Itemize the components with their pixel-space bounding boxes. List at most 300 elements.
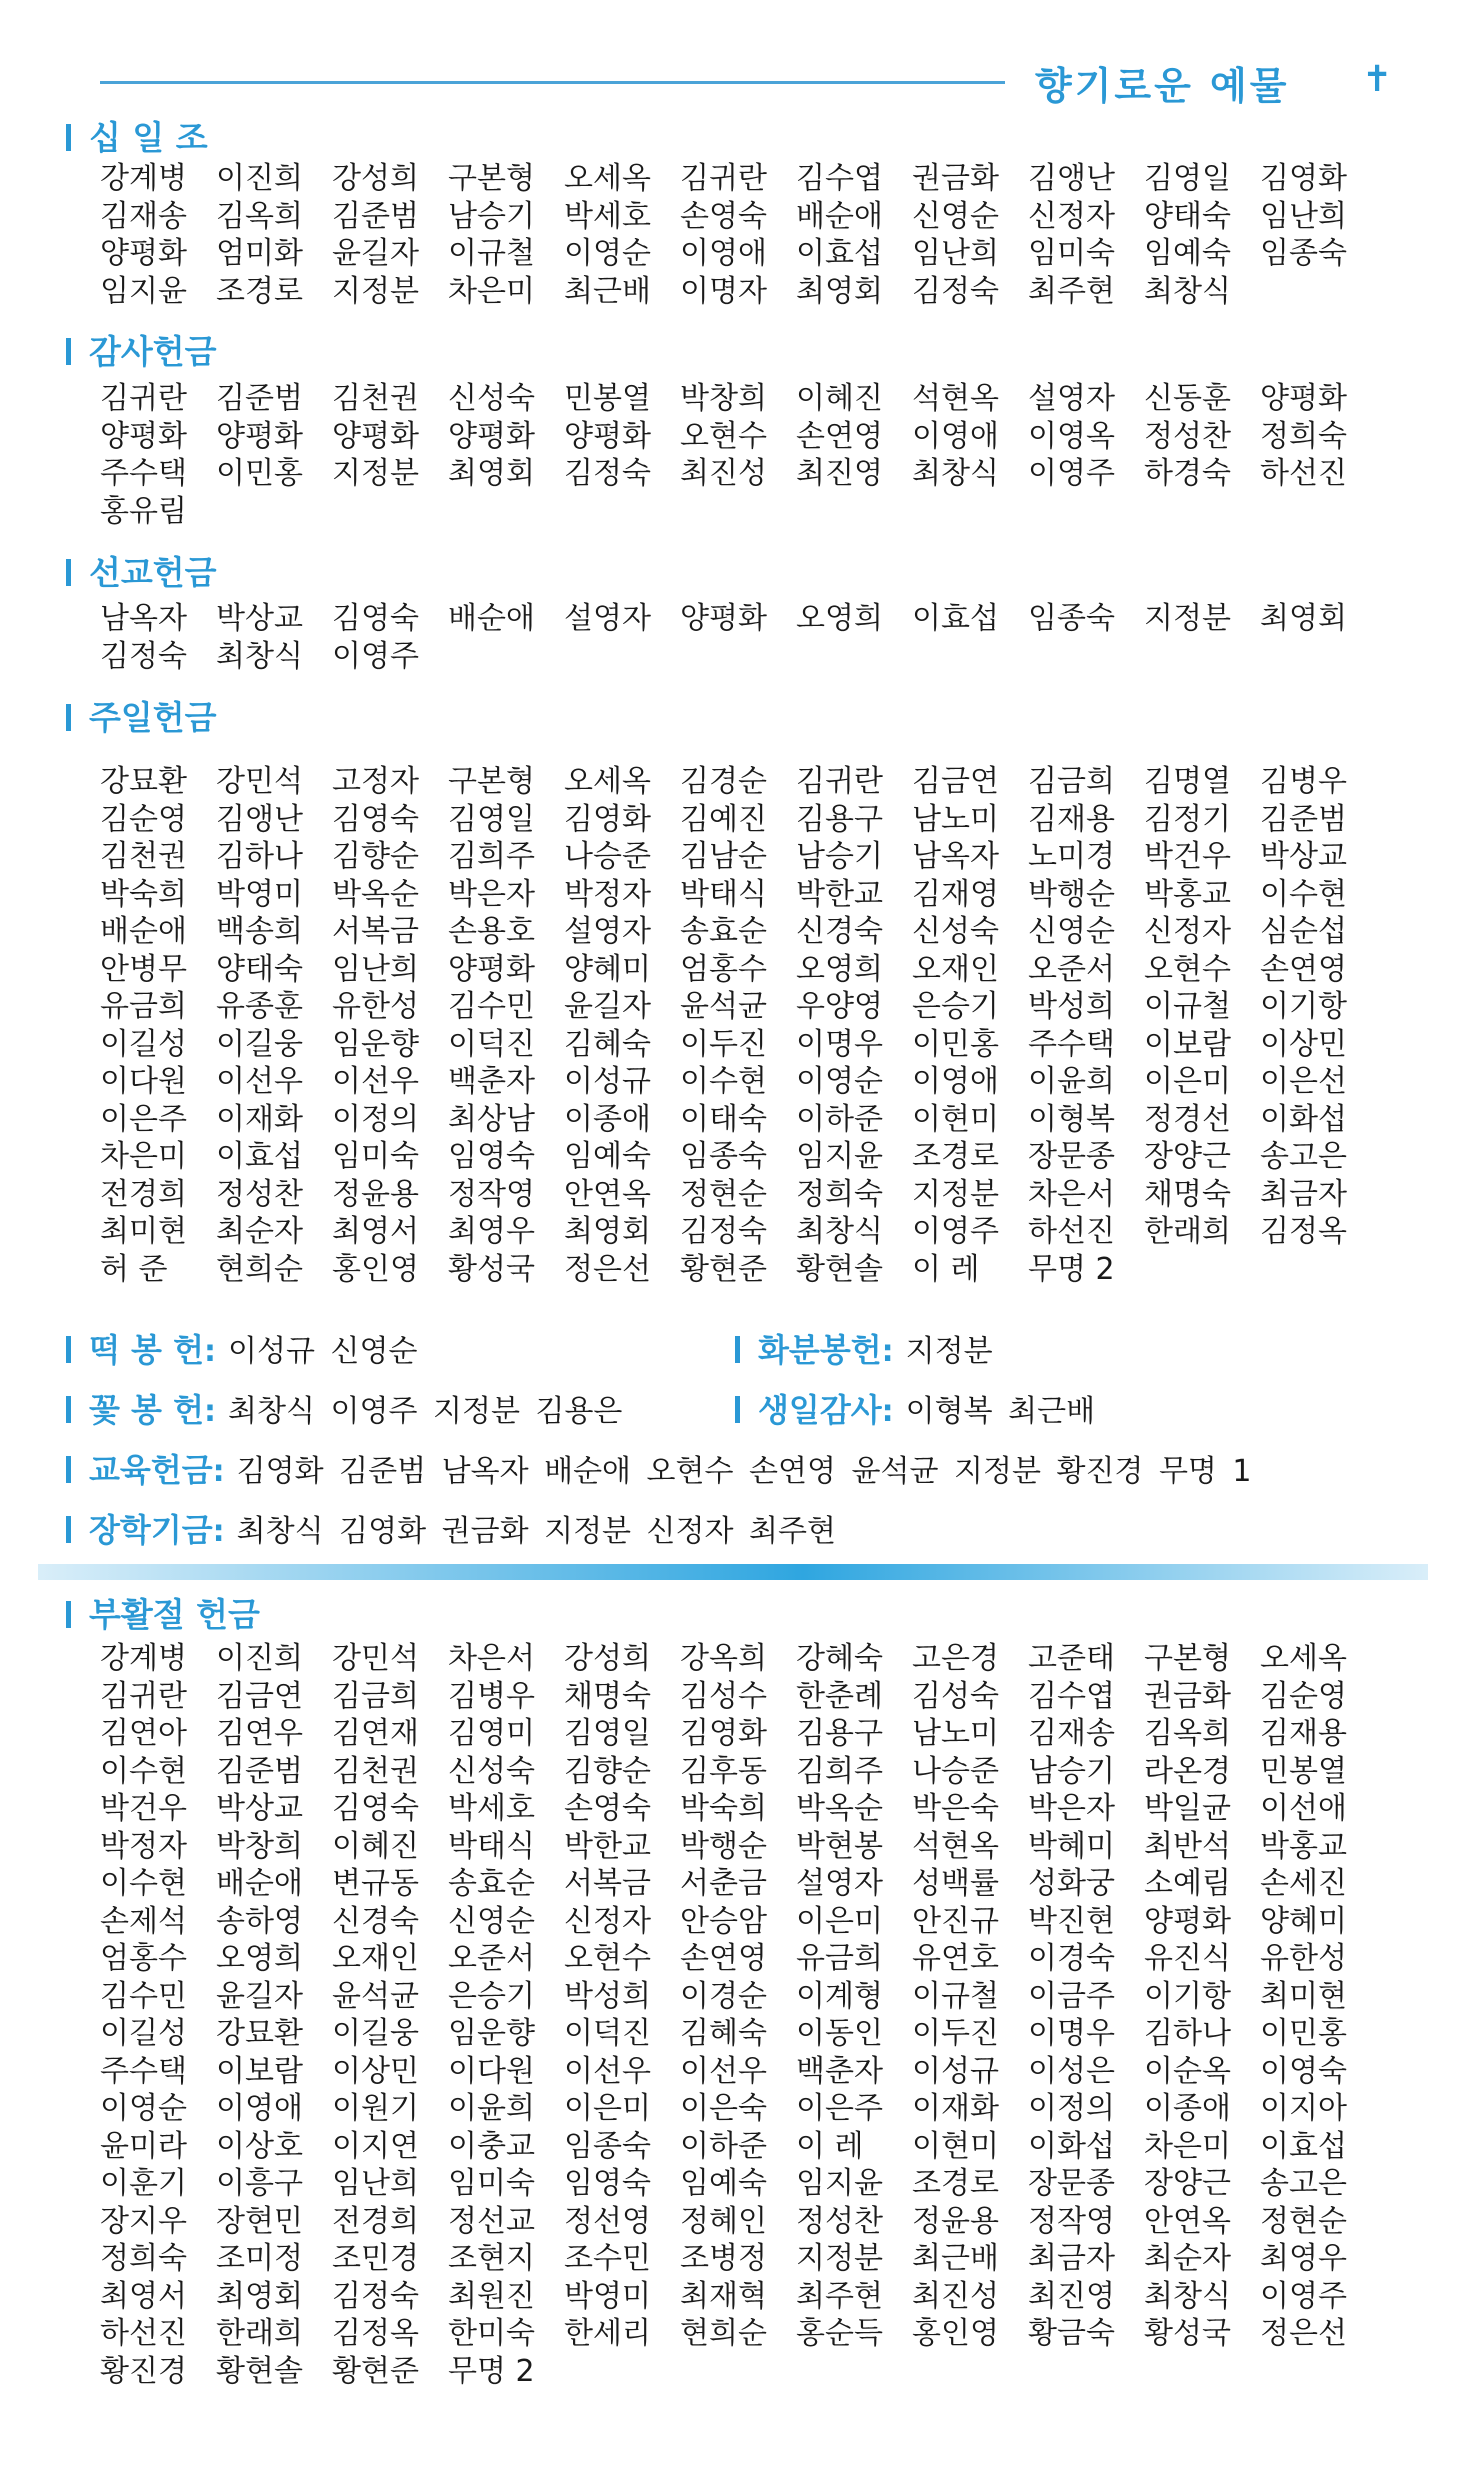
name-entry: 김영화 xyxy=(564,801,651,837)
name-entry: 이성규 xyxy=(564,1064,651,1099)
name-entry: 최창식 xyxy=(216,638,303,674)
name-entry: 이은주 xyxy=(796,2091,883,2126)
name-entry: 안연옥 xyxy=(1144,2203,1231,2239)
name-entry: 황현준 xyxy=(680,1251,767,1287)
name-entry: 강성희 xyxy=(332,161,419,196)
name-entry: 김금연 xyxy=(912,764,999,799)
name-entry: 김천권 xyxy=(332,1753,419,1789)
name-entry: 이지연 xyxy=(332,2128,419,2164)
name-entry: 임미숙 xyxy=(332,1139,419,1174)
section-title-tithe: 십 일 조 xyxy=(66,118,208,158)
name-entry: 이흥구 xyxy=(216,2166,303,2201)
name-entry: 최영회 xyxy=(448,456,535,491)
name-entry: 이윤희 xyxy=(1028,1064,1115,1099)
name-entry: 변규동 xyxy=(332,1866,419,1901)
name-entry: 이경숙 xyxy=(1028,1941,1115,1976)
name-entry: 임운향 xyxy=(448,2016,535,2051)
name-entry: 한래희 xyxy=(216,2316,303,2351)
name-entry: 이규철 xyxy=(912,1978,999,2014)
name-entry: 최진성 xyxy=(912,2278,999,2314)
section-bar xyxy=(66,1601,71,1628)
name-entry: 박은자 xyxy=(448,876,535,912)
name-entry: 홍순득 xyxy=(796,2316,883,2351)
name-entry: 오재인 xyxy=(332,1941,419,1976)
name-entry: 강성희 xyxy=(564,1641,651,1676)
name-entry: 남노미 xyxy=(912,1716,999,1751)
name-entry: 박진현 xyxy=(1028,1903,1115,1939)
name-entry: 엄홍수 xyxy=(100,1941,187,1976)
name-entry: 김앵난 xyxy=(216,801,303,837)
name-entry: 정은선 xyxy=(1260,2316,1347,2351)
name-entry: 이 레 xyxy=(912,1251,980,1287)
name-entry: 이덕진 xyxy=(564,2016,651,2051)
name-entry: 박옥순 xyxy=(796,1791,883,1826)
sunday-names xyxy=(100,763,1390,1288)
name-entry: 양평화 xyxy=(332,418,419,454)
name-entry: 박한교 xyxy=(564,1828,651,1864)
name-entry: 박한교 xyxy=(796,876,883,912)
name-entry: 김정숙 xyxy=(332,2278,419,2314)
name-entry: 손세진 xyxy=(1260,1866,1347,1901)
name-entry: 오재인 xyxy=(912,951,999,987)
name-entry: 민봉열 xyxy=(1260,1753,1347,1789)
section-title-thanks: 감사헌금 xyxy=(66,332,217,372)
name-entry: 이길성 xyxy=(100,2016,187,2051)
section-title-easter: 부활절 헌금 xyxy=(66,1595,260,1635)
name-entry: 장양근 xyxy=(1144,2166,1231,2201)
name-entry: 임지윤 xyxy=(100,273,187,309)
name-entry: 박창희 xyxy=(216,1828,303,1864)
name-entry: 오세옥 xyxy=(564,764,651,799)
name-entry: 최상남 xyxy=(448,1101,535,1137)
name-entry: 신성숙 xyxy=(912,914,999,949)
name-entry: 박옥순 xyxy=(332,876,419,912)
name-entry: 김귀란 xyxy=(680,161,767,196)
name-entry: 은승기 xyxy=(448,1978,535,2014)
name-entry: 박세호 xyxy=(564,198,651,234)
name-entry: 양태숙 xyxy=(216,951,303,987)
name-entry: 양평화 xyxy=(448,951,535,987)
name-entry: 임운향 xyxy=(332,1026,419,1062)
name-entry: 성백률 xyxy=(912,1866,999,1901)
name-entry: 김향순 xyxy=(332,839,419,874)
name-entry: 유연호 xyxy=(912,1941,999,1976)
name-entry: 양혜미 xyxy=(1260,1903,1347,1939)
name-entry: 최진성 xyxy=(680,456,767,491)
name-entry: 엄홍수 xyxy=(680,951,767,987)
name-entry: 백송희 xyxy=(216,914,303,949)
name-entry: 지정분 xyxy=(912,1176,999,1212)
name-entry: 김정숙 xyxy=(680,1214,767,1249)
name-entry: 유종훈 xyxy=(216,989,303,1024)
name-entry: 강묘환 xyxy=(216,2016,303,2051)
name-entry: 강옥희 xyxy=(680,1641,767,1676)
name-entry: 최창식 xyxy=(1144,273,1231,309)
name-entry: 이진희 xyxy=(216,161,303,196)
section-bar xyxy=(66,1396,71,1423)
name-entry: 김성숙 xyxy=(912,1678,999,1714)
name-entry: 이영주 xyxy=(1260,2278,1347,2314)
name-entry: 최영회 xyxy=(1260,601,1347,636)
name-entry: 김영화 xyxy=(680,1716,767,1751)
name-entry: 배순애 xyxy=(216,1866,303,1901)
name-entry: 임예숙 xyxy=(564,1139,651,1174)
name-entry: 임난희 xyxy=(332,2166,419,2201)
birthday-row: 생일감사: 이형복 최근배 xyxy=(735,1390,1095,1432)
name-entry: 김영숙 xyxy=(332,601,419,636)
name-entry: 강민석 xyxy=(216,764,303,799)
name-entry: 이기항 xyxy=(1260,989,1347,1024)
page-header xyxy=(100,55,1400,115)
name-entry: 신영순 xyxy=(448,1903,535,1939)
name-entry: 최금자 xyxy=(1028,2241,1115,2276)
name-entry: 김혜숙 xyxy=(564,1026,651,1062)
name-entry: 김귀란 xyxy=(100,1678,187,1714)
name-entry: 신정자 xyxy=(1028,198,1115,234)
name-entry: 이선우 xyxy=(680,2053,767,2089)
name-entry: 홍인영 xyxy=(332,1251,419,1287)
name-entry: 장지우 xyxy=(100,2203,187,2239)
name-entry: 김재송 xyxy=(100,198,187,234)
name-entry: 양혜미 xyxy=(564,951,651,987)
name-entry: 최영우 xyxy=(448,1214,535,1249)
name-entry: 임지윤 xyxy=(796,2166,883,2201)
name-entry: 지정분 xyxy=(332,273,419,309)
name-entry: 이두진 xyxy=(680,1026,767,1062)
name-entry: 유금희 xyxy=(796,1941,883,1976)
name-entry: 무명 2 xyxy=(1028,1251,1115,1287)
name-entry: 신성숙 xyxy=(448,381,535,416)
section-bar xyxy=(66,704,71,731)
name-entry: 손제석 xyxy=(100,1903,187,1939)
section-bar xyxy=(66,559,71,586)
name-entry: 이혜진 xyxy=(796,381,883,416)
name-entry: 주수택 xyxy=(100,2053,187,2089)
name-entry: 박행순 xyxy=(680,1828,767,1864)
name-entry: 임예숙 xyxy=(680,2166,767,2201)
name-entry: 강혜숙 xyxy=(796,1641,883,1676)
name-entry: 서춘금 xyxy=(680,1866,767,1901)
name-entry: 이윤희 xyxy=(448,2091,535,2126)
name-entry: 박창희 xyxy=(680,381,767,416)
name-entry: 이다원 xyxy=(100,1064,187,1099)
name-entry: 김준범 xyxy=(216,1753,303,1789)
name-entry: 최금자 xyxy=(1260,1176,1347,1212)
name-entry: 조현지 xyxy=(448,2241,535,2276)
name-entry: 송효순 xyxy=(448,1866,535,1901)
name-entry: 이은미 xyxy=(564,2091,651,2126)
name-entry: 최미현 xyxy=(100,1214,187,1249)
name-entry: 이영애 xyxy=(912,1064,999,1099)
name-entry: 최원진 xyxy=(448,2278,535,2314)
name-entry: 정혜인 xyxy=(680,2203,767,2239)
name-entry: 오현수 xyxy=(564,1941,651,1976)
name-entry: 임난희 xyxy=(1260,198,1347,234)
name-entry: 김재용 xyxy=(1260,1716,1347,1751)
section-bar xyxy=(66,1516,71,1543)
name-entry: 박은숙 xyxy=(912,1791,999,1826)
easter-names xyxy=(100,1640,1390,2390)
name-entry: 김수민 xyxy=(448,989,535,1024)
name-entry: 양평화 xyxy=(100,236,187,271)
name-entry: 이덕진 xyxy=(448,1026,535,1062)
name-entry: 배순애 xyxy=(448,601,535,636)
name-entry: 윤길자 xyxy=(332,236,419,271)
name-entry: 심순섭 xyxy=(1260,914,1347,949)
name-entry: 이영순 xyxy=(796,1064,883,1099)
name-entry: 김후동 xyxy=(680,1753,767,1789)
name-entry: 무명 2 xyxy=(448,2353,535,2389)
header-rule xyxy=(100,81,1005,84)
name-entry: 라온경 xyxy=(1144,1753,1231,1789)
cross-icon: ✝ xyxy=(1362,59,1393,100)
section-bar xyxy=(66,1456,71,1483)
name-entry: 최진영 xyxy=(1028,2278,1115,2314)
name-entry: 주수택 xyxy=(1028,1026,1115,1062)
name-entry: 정작영 xyxy=(1028,2203,1115,2239)
name-entry: 남옥자 xyxy=(912,839,999,874)
name-entry: 이성규 xyxy=(912,2053,999,2089)
name-entry: 양평화 xyxy=(100,418,187,454)
name-entry: 이현미 xyxy=(912,1101,999,1137)
name-entry: 윤석균 xyxy=(680,989,767,1024)
name-entry: 김옥희 xyxy=(1144,1716,1231,1751)
name-entry: 김천권 xyxy=(332,381,419,416)
name-entry: 박숙희 xyxy=(680,1791,767,1826)
name-entry: 송고은 xyxy=(1260,1139,1347,1174)
name-entry: 김연우 xyxy=(216,1716,303,1751)
name-entry: 최영회 xyxy=(796,273,883,309)
name-entry: 임지윤 xyxy=(796,1139,883,1174)
name-entry: 김혜숙 xyxy=(680,2016,767,2051)
name-entry: 석현옥 xyxy=(912,1828,999,1864)
name-entry: 이수현 xyxy=(680,1064,767,1099)
name-entry: 설영자 xyxy=(1028,381,1115,416)
name-entry: 이선우 xyxy=(564,2053,651,2089)
name-entry: 우양영 xyxy=(796,989,883,1024)
name-entry: 이영숙 xyxy=(1260,2053,1347,2089)
name-entry: 신영순 xyxy=(1028,914,1115,949)
name-entry: 최재혁 xyxy=(680,2278,767,2314)
name-entry: 최근배 xyxy=(564,273,651,309)
name-entry: 이영주 xyxy=(912,1214,999,1249)
name-entry: 이 레 xyxy=(796,2128,864,2164)
section-bar xyxy=(66,338,71,365)
name-entry: 남승기 xyxy=(1028,1753,1115,1789)
name-entry: 장문종 xyxy=(1028,2166,1115,2201)
name-entry: 나승준 xyxy=(564,839,651,874)
name-entry: 권금화 xyxy=(1144,1678,1231,1714)
name-entry: 강계병 xyxy=(100,161,187,196)
name-entry: 오준서 xyxy=(1028,951,1115,987)
rice-cake-row: 떡 봉 헌: 이성규 신영순 xyxy=(66,1330,417,1372)
name-entry: 김재용 xyxy=(1028,801,1115,837)
name-entry: 양평화 xyxy=(680,601,767,636)
name-entry: 이하준 xyxy=(796,1101,883,1137)
name-entry: 설영자 xyxy=(564,601,651,636)
name-entry: 황금숙 xyxy=(1028,2316,1115,2351)
name-entry: 신정자 xyxy=(1144,914,1231,949)
name-entry: 박상교 xyxy=(1260,839,1347,874)
name-entry: 정성찬 xyxy=(1144,418,1231,454)
mission-names xyxy=(100,600,1390,675)
name-entry: 황진경 xyxy=(100,2353,187,2389)
name-entry: 정경선 xyxy=(1144,1101,1231,1137)
name-entry: 전경희 xyxy=(332,2203,419,2239)
tithe-names xyxy=(100,160,1390,310)
name-entry: 김천권 xyxy=(100,839,187,874)
name-entry: 채명숙 xyxy=(1144,1176,1231,1212)
name-entry: 이동인 xyxy=(796,2016,883,2051)
name-entry: 이길성 xyxy=(100,1026,187,1062)
name-entry: 박성희 xyxy=(1028,989,1115,1024)
name-entry: 이진희 xyxy=(216,1641,303,1676)
name-entry: 이정의 xyxy=(1028,2091,1115,2126)
name-entry: 이경순 xyxy=(680,1978,767,2014)
name-entry: 송고은 xyxy=(1260,2166,1347,2201)
flower-pot-row: 화분봉헌: 지정분 xyxy=(735,1330,993,1372)
section-title-mission: 선교헌금 xyxy=(66,553,217,593)
name-entry: 구본형 xyxy=(1144,1641,1231,1676)
name-entry: 최근배 xyxy=(912,2241,999,2276)
name-entry: 김준범 xyxy=(216,381,303,416)
name-entry: 전경희 xyxy=(100,1176,187,1212)
name-entry: 김용구 xyxy=(796,801,883,837)
name-entry: 최순자 xyxy=(1144,2241,1231,2276)
name-entry: 이화섭 xyxy=(1260,1101,1347,1137)
name-entry: 손영숙 xyxy=(680,198,767,234)
name-entry: 김금희 xyxy=(1028,764,1115,799)
name-entry: 손연영 xyxy=(1260,951,1347,987)
name-entry: 김병우 xyxy=(448,1678,535,1714)
name-entry: 오준서 xyxy=(448,1941,535,1976)
name-entry: 김영미 xyxy=(448,1716,535,1751)
name-entry: 김희주 xyxy=(796,1753,883,1789)
name-entry: 박현봉 xyxy=(796,1828,883,1864)
name-entry: 박정자 xyxy=(564,876,651,912)
name-entry: 정현순 xyxy=(680,1176,767,1212)
name-entry: 손영숙 xyxy=(564,1791,651,1826)
name-entry: 김수민 xyxy=(100,1978,187,2014)
name-entry: 남승기 xyxy=(796,839,883,874)
name-entry: 임종숙 xyxy=(1028,601,1115,636)
name-entry: 이충교 xyxy=(448,2128,535,2164)
name-entry: 주수택 xyxy=(100,456,187,491)
name-entry: 이정의 xyxy=(332,1101,419,1137)
name-entry: 홍인영 xyxy=(912,2316,999,2351)
name-entry: 정희숙 xyxy=(1260,418,1347,454)
name-entry: 김순영 xyxy=(1260,1678,1347,1714)
name-entry: 서복금 xyxy=(564,1866,651,1901)
name-entry: 김하나 xyxy=(1144,2016,1231,2051)
name-entry: 박숙희 xyxy=(100,876,187,912)
name-entry: 유진식 xyxy=(1144,1941,1231,1976)
name-entry: 임영숙 xyxy=(448,1139,535,1174)
name-entry: 정작영 xyxy=(448,1176,535,1212)
name-entry: 한래희 xyxy=(1144,1214,1231,1249)
name-entry: 양태숙 xyxy=(1144,198,1231,234)
name-entry: 조수민 xyxy=(564,2241,651,2276)
name-entry: 최미현 xyxy=(1260,1978,1347,2014)
name-entry: 이길웅 xyxy=(332,2016,419,2051)
name-entry: 차은미 xyxy=(1144,2128,1231,2164)
name-entry: 안연옥 xyxy=(564,1176,651,1212)
name-entry: 이은미 xyxy=(1144,1064,1231,1099)
name-entry: 정희숙 xyxy=(796,1176,883,1212)
scholarship-row: 장학기금: 최창식 김영화 권금화 지정분 신정자 최주현 xyxy=(66,1510,836,1552)
name-entry: 이길웅 xyxy=(216,1026,303,1062)
section-bar xyxy=(735,1396,740,1423)
name-entry: 이보람 xyxy=(216,2053,303,2089)
name-entry: 최영회 xyxy=(564,1214,651,1249)
name-entry: 김준범 xyxy=(1260,801,1347,837)
name-entry: 임난희 xyxy=(912,236,999,271)
name-entry: 이화섭 xyxy=(1028,2128,1115,2164)
name-entry: 유한성 xyxy=(332,989,419,1024)
name-entry: 하선진 xyxy=(1260,456,1347,491)
name-entry: 조병정 xyxy=(680,2241,767,2276)
name-entry: 김귀란 xyxy=(796,764,883,799)
name-entry: 김정숙 xyxy=(912,273,999,309)
name-entry: 정윤용 xyxy=(332,1176,419,1212)
name-entry: 정선교 xyxy=(448,2203,535,2239)
name-entry: 정성찬 xyxy=(796,2203,883,2239)
name-entry: 차은미 xyxy=(448,273,535,309)
name-entry: 은승기 xyxy=(912,989,999,1024)
name-entry: 강계병 xyxy=(100,1641,187,1676)
name-entry: 이형복 xyxy=(1028,1101,1115,1137)
name-entry: 한춘례 xyxy=(796,1678,883,1714)
section-bar xyxy=(66,1336,71,1363)
name-entry: 최창식 xyxy=(912,456,999,491)
name-entry: 박건우 xyxy=(100,1791,187,1826)
name-entry: 이은주 xyxy=(100,1101,187,1137)
name-entry: 김영일 xyxy=(448,801,535,837)
name-entry: 장현민 xyxy=(216,2203,303,2239)
name-entry: 김옥희 xyxy=(216,198,303,234)
name-entry: 남노미 xyxy=(912,801,999,837)
name-entry: 김영일 xyxy=(564,1716,651,1751)
name-entry: 김금희 xyxy=(332,1678,419,1714)
name-entry: 최창식 xyxy=(1144,2278,1231,2314)
name-entry: 김금연 xyxy=(216,1678,303,1714)
name-entry: 윤길자 xyxy=(216,1978,303,2014)
name-entry: 임난희 xyxy=(332,951,419,987)
name-entry: 조경로 xyxy=(216,273,303,309)
name-entry: 윤길자 xyxy=(564,989,651,1024)
name-entry: 조미정 xyxy=(216,2241,303,2276)
name-entry: 이효섭 xyxy=(1260,2128,1347,2164)
name-entry: 조경로 xyxy=(912,1139,999,1174)
name-entry: 최영회 xyxy=(216,2278,303,2314)
name-entry: 박영미 xyxy=(216,876,303,912)
name-entry: 김하나 xyxy=(216,839,303,874)
name-entry: 손연영 xyxy=(680,1941,767,1976)
name-entry: 신경숙 xyxy=(796,914,883,949)
name-entry: 홍유림 xyxy=(100,493,187,529)
name-entry: 지정분 xyxy=(796,2241,883,2276)
name-entry: 노미경 xyxy=(1028,839,1115,874)
name-entry: 이상민 xyxy=(332,2053,419,2089)
name-entry: 김영숙 xyxy=(332,801,419,837)
name-entry: 민봉열 xyxy=(564,381,651,416)
name-entry: 이훈기 xyxy=(100,2166,187,2201)
divider-band xyxy=(38,1564,1428,1580)
name-entry: 최영서 xyxy=(100,2278,187,2314)
name-entry: 구본형 xyxy=(448,161,535,196)
name-entry: 이영옥 xyxy=(1028,418,1115,454)
name-entry: 임미숙 xyxy=(448,2166,535,2201)
